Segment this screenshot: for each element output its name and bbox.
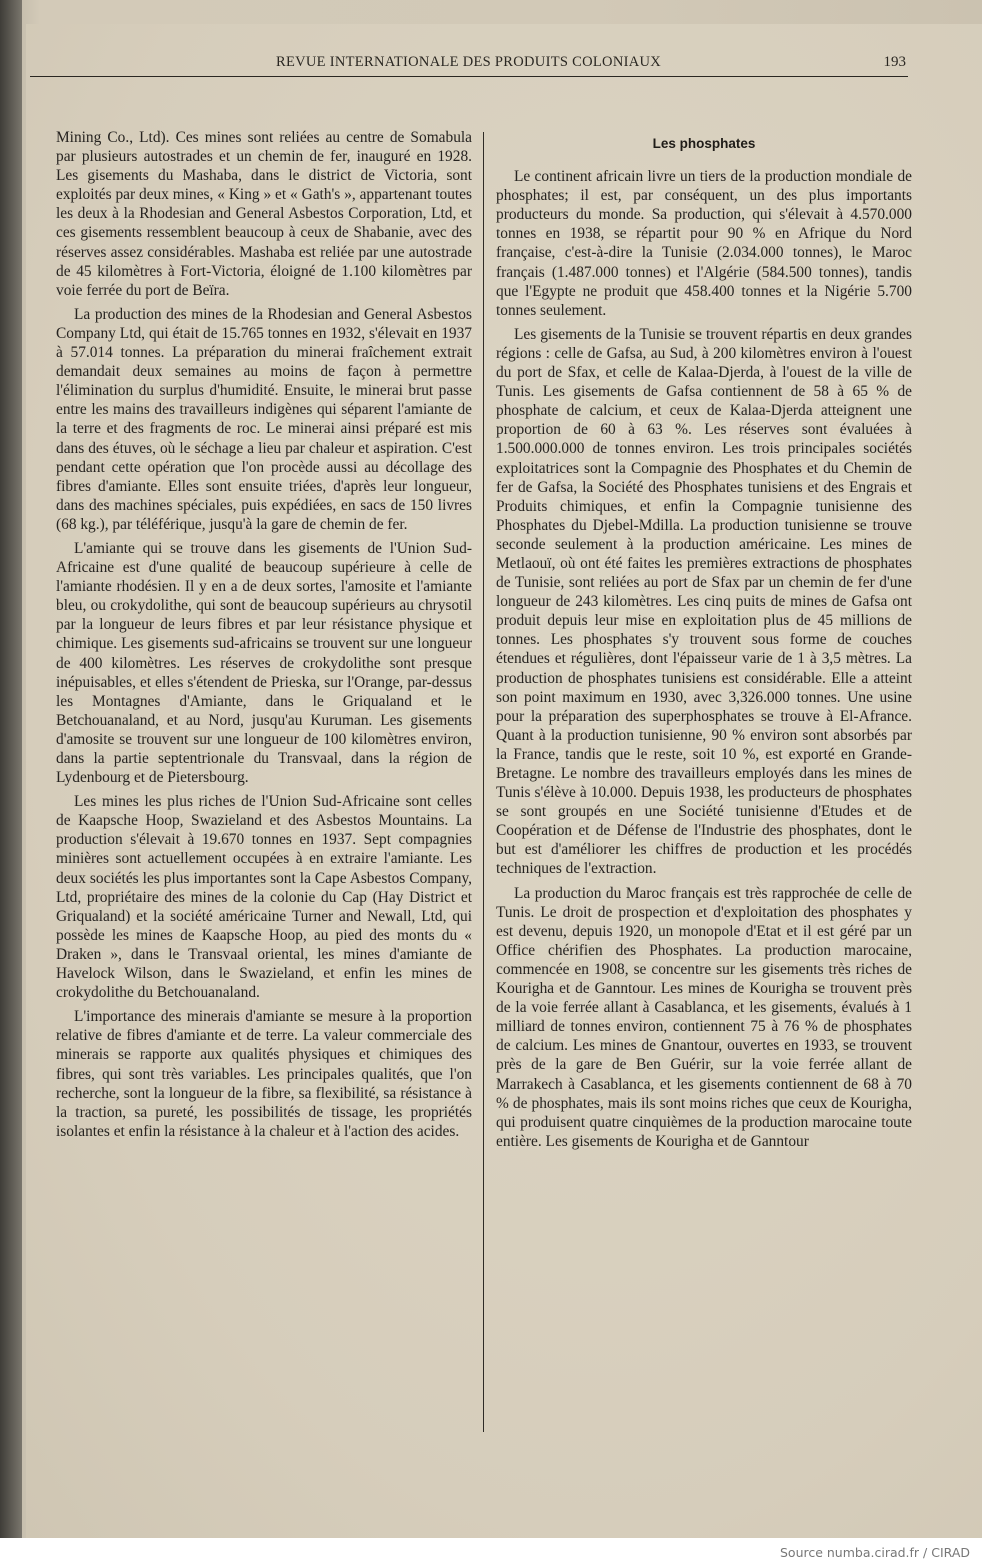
left-column — [56, 128, 472, 1146]
source-credit: Source numba.cirad.fr / CIRAD — [779, 1545, 970, 1560]
paragraph: La production du Maroc français est très rapprochée de celle de Tunis. Le droit de prospection et d'exploitation des phosphates y est devenu, depuis 1920, un monopole d'Etat et il est géré par un Office chérifien des Phosphates. La production marocaine, commencée en 1908, se concentre sur les gisements très riches de Kourigha et de Ganntour. Les mines de Kourigha se trouvent près de la voie ferrée allant à Casablanca, et les gisements, évalués à 1 milliard de tonnes environ, contiennent 75 à 76 % de phosphates de calcium. Les mines de Gnantour, ouvertes en 1933, se trouvent près de la gare de Ben Guérir, sur la voie ferrée allant de Marrakech à Casablanca, et les gisements contiennent de 68 à 70 % de phosphates, mais ils sont moins riches que ceux de Kourigha, qui produisent quatre cinquièmes de la production marocaine toute entière. Les gisements de Kourigha et de Ganntour — [496, 884, 912, 1150]
binding-edge — [0, 0, 22, 1538]
right-column — [496, 128, 912, 1156]
paragraph: L'amiante qui se trouve dans les gisements de l'Union Sud-Africaine est d'une qualité de beaucoup supérieure à celle de l'amiante rhodésien. Il y en a de deux sortes, l'amosite et l'amiante bleu, ou crokydolithe, qui sont de beaucoup supérieurs au chrysotil par la longueur de leurs fibres et par leur résistance physique et chimique. Les gisements sud-africains se trouvent sur une longueur de 400 kilomètres. Les réserves de crokydolithe sont presque inépuisables, et elles s'étendent de Prieska, sur l'Orange, par-dessus les Montagnes d'Amiante, dans le Griqualand et le Betchouanaland, et au Nord, jusqu'au Kuruman. Les gisements d'amosite se trouvent sur une longueur de 100 kilomètres environ, dans la partie septentrionale du Transvaal, dans la région de Lydenbourg et de Pietersbourg. — [56, 539, 472, 787]
column-divider — [483, 132, 484, 1432]
section-title: Les phosphates — [652, 136, 756, 151]
paragraph: Le continent africain livre un tiers de la production mondiale de phosphates; il est, par conséquent, un des plus importants producteurs du monde. Sa production, qui s'élevait à 4.570.000 tonnes en 1938, se répartit pour 90 % en Afrique du Nord française, c'est-à-dire la Tunisie (2.034.000 tonnes), le Maroc français (1.487.000 tonnes) et l'Algérie (584.500 tonnes), tandis que l'Egypte ne produit que 458.400 tonnes et la Nigérie 5.700 tonnes seulement. — [496, 168, 912, 319]
paragraph: Les gisements de la Tunisie se trouvent répartis en deux grandes régions : celle de Gafsa, au Sud, à 200 kilomètres environ à l'ouest du port de Sfax, et celle de Kalaa-Djerda, à l'ouest de la ville de Tunis. Les gisements de Gafsa contiennent de 58 à 65 % de phosphate de calcium, et ceux de Kalaa-Djerda atteignent une proportion de 60 à 63 %. Les réserves sont évaluées à 1.500.000.000 de tonnes environ. Les trois principales sociétés exploitatrices sont la Compagnie des Phosphates et du Chemin de fer de Gafsa, la Société des Phosphates tunisiens et des Engrais et Produits chimiques, et enfin la Compagnie tunisienne des Phosphates du Djebel-Mdilla. La production tunisienne se trouve seconde seulement à la production américaine. Les mines de Metlaouï, où ont été faites les premières extractions de phosphates de Tunisie, sont reliées au port de Sfax par un chemin de fer d'une longueur de 243 kilomètres. Les cinq puits de mines de Gafsa ont produit depuis leur mise en exploitation plus de 45 millions de tonnes. Les phosphates s'y trouvent sous forme de couches étendues et régulières, dont l'épaisseur varie de 1 à 3,5 mètres. La production de phosphates tunisiens est considérable. Elle a atteint son point maximum en 1930, avec 3,326.000 tonnes. Une usine pour la préparation des superphosphates se trouve à El-Afrance. Quant à la production tunisienne, 90 % environ sont absorbés par la France, tandis que le reste, soit 10 %, est exporté en Grande-Bretagne. Le nombre des travailleurs employés dans les mines de Tunis s'élève à 10.000. Depuis 1938, les producteurs de phosphates se sont groupés en une Société tunisienne d'Etudes et de Coopération et de Défense de l'Industrie des phosphates, dont le but est d'améliorer les chiffres de production et les procédés techniques de l'extraction. — [496, 325, 912, 878]
page-number: 193 — [883, 54, 906, 70]
paragraph: Les mines les plus riches de l'Union Sud-Africaine sont celles de Kaapsche Hoop, Swazieland et des Asbestos Mountains. La production s'élevait à 19.670 tonnes en 1937. Sept compagnies minières sont actuellement occupées à en extraire l'amiante. Les deux sociétés les plus importantes sont la Cape Asbestos Company, Ltd, propriétaire des mines de la colonie du Cap (Hay District et Griqualand) et la société américaine Turner and Newall, Ltd, qui possède les mines de Kaapsche Hoop, au pied des monts du « Draken », dans le Transvaal oriental, les mines d'amiante de Havelock Wilson, dans le Swazieland, et enfin les mines de crokydolithe du Betchouanaland. — [56, 793, 472, 1002]
paragraph: Mining Co., Ltd). Ces mines sont reliées au centre de Somabula par plusieurs autostrades et un chemin de fer, inauguré en 1928. Les gisements du Mashaba, dans le district de Victoria, sont exploités par deux mines, « King » et « Gath's », appartenant toutes les deux à la Rhodesian and General Asbestos Corporation, Ltd, et ces gisements ressemblent beaucoup à ceux de Shabanie, avec des réserves assez considérables. Mashaba est reliée par une autostrade de 45 kilomètres à Fort-Victoria, éloigné de 1.100 kilomètres par voie ferrée du port de Beïra. — [56, 129, 472, 299]
page-header — [30, 54, 908, 77]
paragraph: L'importance des minerais d'amiante se mesure à la proportion relative de fibres d'amiante et de terre. La valeur commerciale des minerais se rapporte aux qualités physiques et chimiques des fibres, qui sont très variables. Les principales qualités, que l'on recherche, sont la longueur de la fibre, sa flexibilité, sa résistance à la traction, sa pureté, les possibilités de tissage, les propriétés isolantes et enfin la résistance à la chaleur et à l'action des acides. — [56, 1008, 472, 1140]
paragraph: La production des mines de la Rhodesian and General Asbestos Company Ltd, qui était de 15.765 tonnes en 1932, s'élevait en 1937 à 57.014 tonnes. La préparation du minerai fraîchement extrait demandait deux semaines au moins de façon à permettre l'élimination du surplus d'humidité. Ensuite, le minerai brut passe entre les mains des travailleurs indigènes qui séparent l'amiante de la terre et des fragments de roc. Le minerai ainsi préparé est mis dans des étuves, où le séchage a lieu par chaleur et aspiration. C'est pendant cette opération que l'on procède aussi au décollage des fibres d'amiante. Elles sont ensuite triées, d'après leur longueur, dans des machines spéciales, puis expédiées, en sacs de 150 livres (68 kg.), par téléférique, jusqu'à la gare de chemin de fer. — [56, 305, 472, 533]
running-title: REVUE INTERNATIONALE DES PRODUITS COLONIAUX — [276, 54, 662, 70]
